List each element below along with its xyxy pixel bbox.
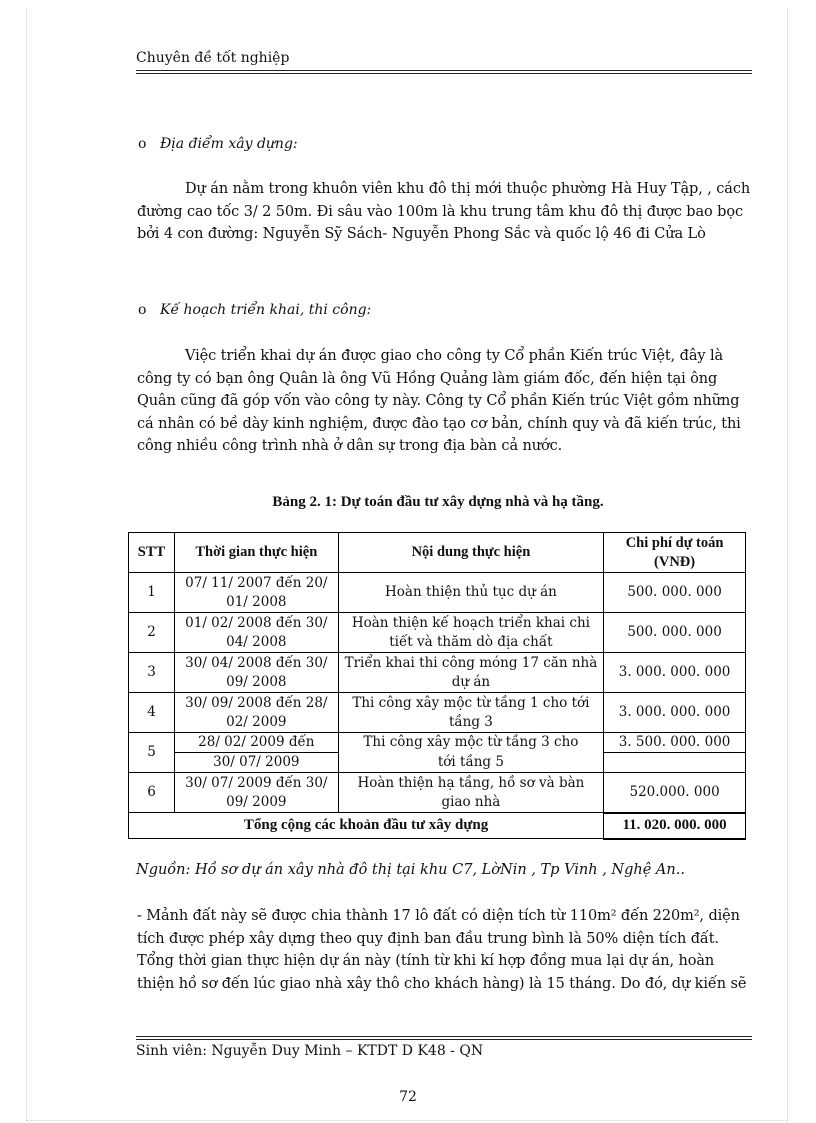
cell-stt: 2 (129, 613, 175, 653)
footer-student: Sinh viên: Nguyễn Duy Minh – KTDT D K48 - QN (136, 1043, 484, 1059)
cell-time: 01/ 02/ 2008 đến 30/ 04/ 2008 (174, 613, 338, 653)
running-header: Chuyên đề tốt nghiệp (136, 50, 290, 66)
table-row-continuation (129, 753, 746, 773)
cell-content: tới tầng 5 (338, 753, 603, 773)
header-rule-bottom (136, 73, 752, 74)
header-cost: Chi phí dự toán (VNĐ) (604, 533, 746, 573)
cell-time: 30/ 07/ 2009 đến 30/ 09/ 2009 (174, 773, 338, 813)
total-label: Tổng cộng các khoản đầu tư xây dựng (129, 813, 604, 839)
total-value: 11. 020. 000. 000 (604, 813, 746, 839)
paragraph-text: Việc triển khai dự án được giao cho công ty Cổ phần Kiến trúc Việt, đây là công ty có bạn ông Quân là ông Vũ Hồng Quảng làm giám đốc, đến hiện tại ông Quân cũng đã góp vốn vào công ty này. Công ty Cổ phần Kiến trúc Việt gồm những cá nhân có bề dày kinh nghiệm, được đào tạo cơ bản, chính quy và đã kiến trúc, thi công nhiều công trình nhà ở dân sự trong địa bàn cả nước. (137, 348, 741, 454)
cell-cost: 500. 000. 000 (604, 573, 746, 613)
table-header-row (129, 533, 746, 573)
paragraph-plan (137, 345, 753, 458)
header-content: Nội dung thực hiện (338, 533, 603, 573)
section-heading-location (138, 136, 298, 152)
table-total-row (129, 813, 746, 839)
paragraph-location (137, 178, 753, 246)
table-row (129, 693, 746, 733)
cell-cost: 3. 000. 000. 000 (604, 693, 746, 733)
table-row (129, 773, 746, 813)
cell-stt: 6 (129, 773, 175, 813)
paragraph-land (137, 905, 753, 995)
cell-content: Hoàn thiện thủ tục dự án (338, 573, 603, 613)
cell-time: 07/ 11/ 2007 đến 20/ 01/ 2008 (174, 573, 338, 613)
header-rule-top (136, 70, 752, 71)
table-caption: Bảng 2. 1: Dự toán đầu tư xây dựng nhà và hạ tầng. (272, 494, 604, 510)
cell-time: 28/ 02/ 2009 đến (174, 733, 338, 753)
cell-content: Hoàn thiện hạ tầng, hồ sơ và bàn giao nhà (338, 773, 603, 813)
cell-content: Thi công xây mộc từ tầng 3 cho (338, 733, 603, 753)
budget-table (128, 532, 746, 840)
cell-cost: 3. 500. 000. 000 (604, 733, 746, 753)
cell-content: Hoàn thiện kế hoạch triển khai chi tiết và thăm dò địa chất (338, 613, 603, 653)
cell-cost: 500. 000. 000 (604, 613, 746, 653)
table-source-note: Nguồn: Hồ sơ dự án xây nhà đô thị tại khu C7, LờNin , Tp Vinh , Nghệ An.. (136, 862, 685, 878)
table-row (129, 653, 746, 693)
header-time: Thời gian thực hiện (174, 533, 338, 573)
page-number: 72 (399, 1089, 417, 1105)
cell-content: Triển khai thi công móng 17 căn nhà dự án (338, 653, 603, 693)
heading-text: Địa điểm xây dựng: (160, 136, 298, 152)
cell-content: Thi công xây mộc từ tầng 1 cho tới tầng 3 (338, 693, 603, 733)
cell-stt: 3 (129, 653, 175, 693)
cell-stt: 5 (129, 733, 175, 773)
cell-stt: 4 (129, 693, 175, 733)
section-heading-plan (138, 302, 371, 318)
cell-cost: 3. 000. 000. 000 (604, 653, 746, 693)
table-row (129, 573, 746, 613)
table-row (129, 613, 746, 653)
bullet-marker: o (138, 136, 147, 152)
cell-time: 30/ 09/ 2008 đến 28/ 02/ 2009 (174, 693, 338, 733)
header-stt: STT (129, 533, 175, 573)
bullet-marker: o (138, 302, 147, 318)
heading-text: Kế hoạch triển khai, thi công: (160, 302, 372, 318)
cell-cost: 520.000. 000 (604, 773, 746, 813)
footer-rule-top (136, 1036, 752, 1037)
cell-cost-empty (604, 753, 746, 773)
table-row (129, 733, 746, 753)
cell-stt: 1 (129, 573, 175, 613)
cell-time: 30/ 07/ 2009 (174, 753, 338, 773)
paragraph-text: Dự án nằm trong khuôn viên khu đô thị mới thuộc phường Hà Huy Tập, , cách đường cao tốc 3/ 2 50m. Đi sâu vào 100m là khu trung tâm khu đô thị được bao bọc bởi 4 con đường: Nguyễn Sỹ Sách- Nguyễn Phong Sắc và quốc lộ 46 đi Cửa Lò (137, 181, 751, 242)
footer-rule-bottom (136, 1039, 752, 1040)
cell-time: 30/ 04/ 2008 đến 30/ 09/ 2008 (174, 653, 338, 693)
paragraph-text: - Mảnh đất này sẽ được chia thành 17 lô đất có diện tích từ 110m² đến 220m², diện tích được phép xây dựng theo quy định ban đầu trung bình là 50% diện tích đất. Tổng thời gian thực hiện dự án này (tính từ khi kí hợp đồng mua lại dự án, hoàn thiện hồ sơ đến lúc giao nhà xây thô cho khách hàng) là 15 tháng. Do đó, dự kiến sẽ (137, 908, 747, 992)
